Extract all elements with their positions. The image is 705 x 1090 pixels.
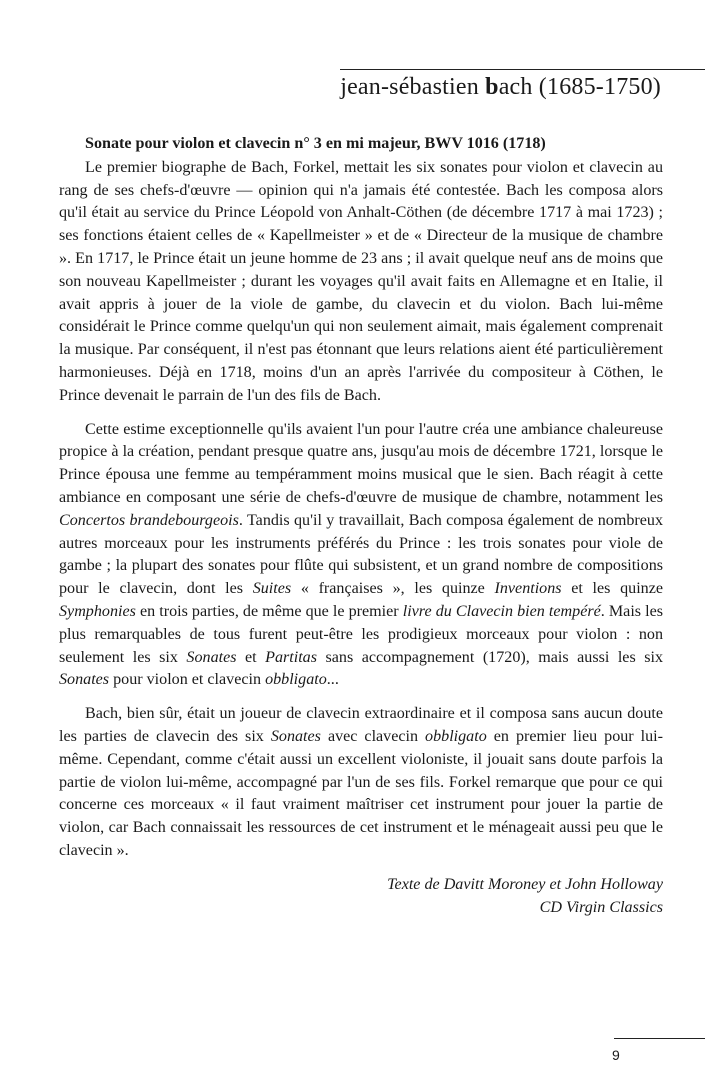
text-run: Bach, bien sûr, était un joueur de clavecin extraordinaire et il composa sans aucun doute les parties de clavecin des six <box>59 705 663 745</box>
paragraph-2 <box>59 419 663 693</box>
article-body <box>59 133 663 919</box>
paragraph-1: Le premier biographe de Bach, Forkel, mettait les six sonates pour violon et clavecin au rang de ses chefs-d'œuvre — opinion qui n'a jamais été contestée. Bach les composa alors qu'il était au service du Prince Léopold von Anhalt-Cöthen (de décembre 1717 à mai 1723) ; ses fonctions étaient celles de « Kapellmeister » et de « Directeur de la musique de chambre ». En 1717, le Prince était un jeune homme de 23 ans ; il avait quelque neuf ans de moins que son nouveau Kapellmeister ; durant les voyages qu'il avait faits en Allemagne et en Italie, il avait appris à jouer de la viole de gambe, du clavecin et du violon. Bach lui-même considérait le Prince comme quelqu'un qui non seulement aimait, mais également comprenait la musique. Par conséquent, il n'est pas étonnant que leurs relations aient été particulièrement harmonieuses. Déjà en 1718, moins d'un an après l'arrivée du compositeur à Cöthen, le Prince devenait le parrain de l'un des fils de Bach. <box>59 158 663 404</box>
credits <box>59 874 663 920</box>
footer-rule <box>614 1038 705 1039</box>
page-number: 9 <box>612 1047 620 1063</box>
italic-run: obbligato <box>265 671 327 689</box>
header-name-pre: jean-sébastien <box>340 74 486 100</box>
italic-run: Suites <box>252 580 292 598</box>
paragraph-3 <box>59 703 663 863</box>
text-run: en trois parties, de même que le premier <box>135 602 403 620</box>
text-run: en premier lieu pour lui-même. Cependant, comme c'était aussi un excellent violoniste, il jouait sans doute parfois la partie de violon lui-même, accompagné par l'un de ses fils. Forkel remarque que pour ce qui concerne ces morceaux « il faut vraiment maîtriser cet instrument pour jouer la partie de violon, car Bach connaissait les ressources de cet instrument et le ménageait aussi peu que le clavecin ». <box>59 727 663 859</box>
italic-run: Concertos brandebourgeois <box>59 511 239 529</box>
article-title: Sonate pour violon et clavecin n° 3 en mi majeur, BWV 1016 (1718) <box>85 135 546 152</box>
text-run: ... <box>326 671 339 689</box>
credit-line-label: CD Virgin Classics <box>539 898 663 916</box>
running-header <box>340 74 661 101</box>
header-rule <box>340 69 705 70</box>
italic-run: Sonates <box>270 727 321 745</box>
text-run: . Mais les plus remarquables de tous furent peut-être les prodigieux morceaux pour violon : non seulement les six <box>59 602 664 666</box>
header-dates: (1685-1750) <box>532 74 661 100</box>
italic-run: Symphonies <box>59 602 136 620</box>
text-run: « françaises », les quinze <box>291 580 495 598</box>
italic-run: Inventions <box>494 580 562 598</box>
italic-run: obbligato <box>425 727 487 745</box>
text-run: avec clavecin <box>320 727 426 745</box>
italic-run: Partitas <box>265 648 317 666</box>
text-run: et <box>236 648 266 666</box>
credit-line-authors: Texte de Davitt Moroney et John Holloway <box>387 875 663 893</box>
text-run: Cette estime exceptionnelle qu'ils avaient l'un pour l'autre créa une ambiance chaleureuse propice à la création, pendant presque quatre ans, jusqu'au mois de décembre 1721, lorsque le Prince épousa une femme au tempéramment moins musical que le sien. Bach réagit à cette ambiance en composant une série de chefs-d'œuvre de musique de chambre, notamment les <box>59 420 663 506</box>
header-name-post: ach <box>498 74 533 100</box>
text-run: pour violon et clavecin <box>109 671 266 689</box>
header-name-bold: b <box>485 74 499 100</box>
italic-run: Sonates <box>59 671 110 689</box>
text-run: . Tandis qu'il y travaillait, Bach composa également de nombreux autres morceaux pour les instruments préférés du Prince : les trois sonates pour viole de gambe ; la plupart des sonates pour flûte qui subsistent, et un grand nombre de compositions pour le clavecin, dont les <box>59 511 663 598</box>
text-run: et les quinze <box>561 580 663 598</box>
italic-run: livre du Clavecin bien tempéré <box>402 602 601 620</box>
italic-run: Sonates <box>186 648 237 666</box>
text-run: sans accompagnement (1720), mais aussi les six <box>317 648 663 666</box>
